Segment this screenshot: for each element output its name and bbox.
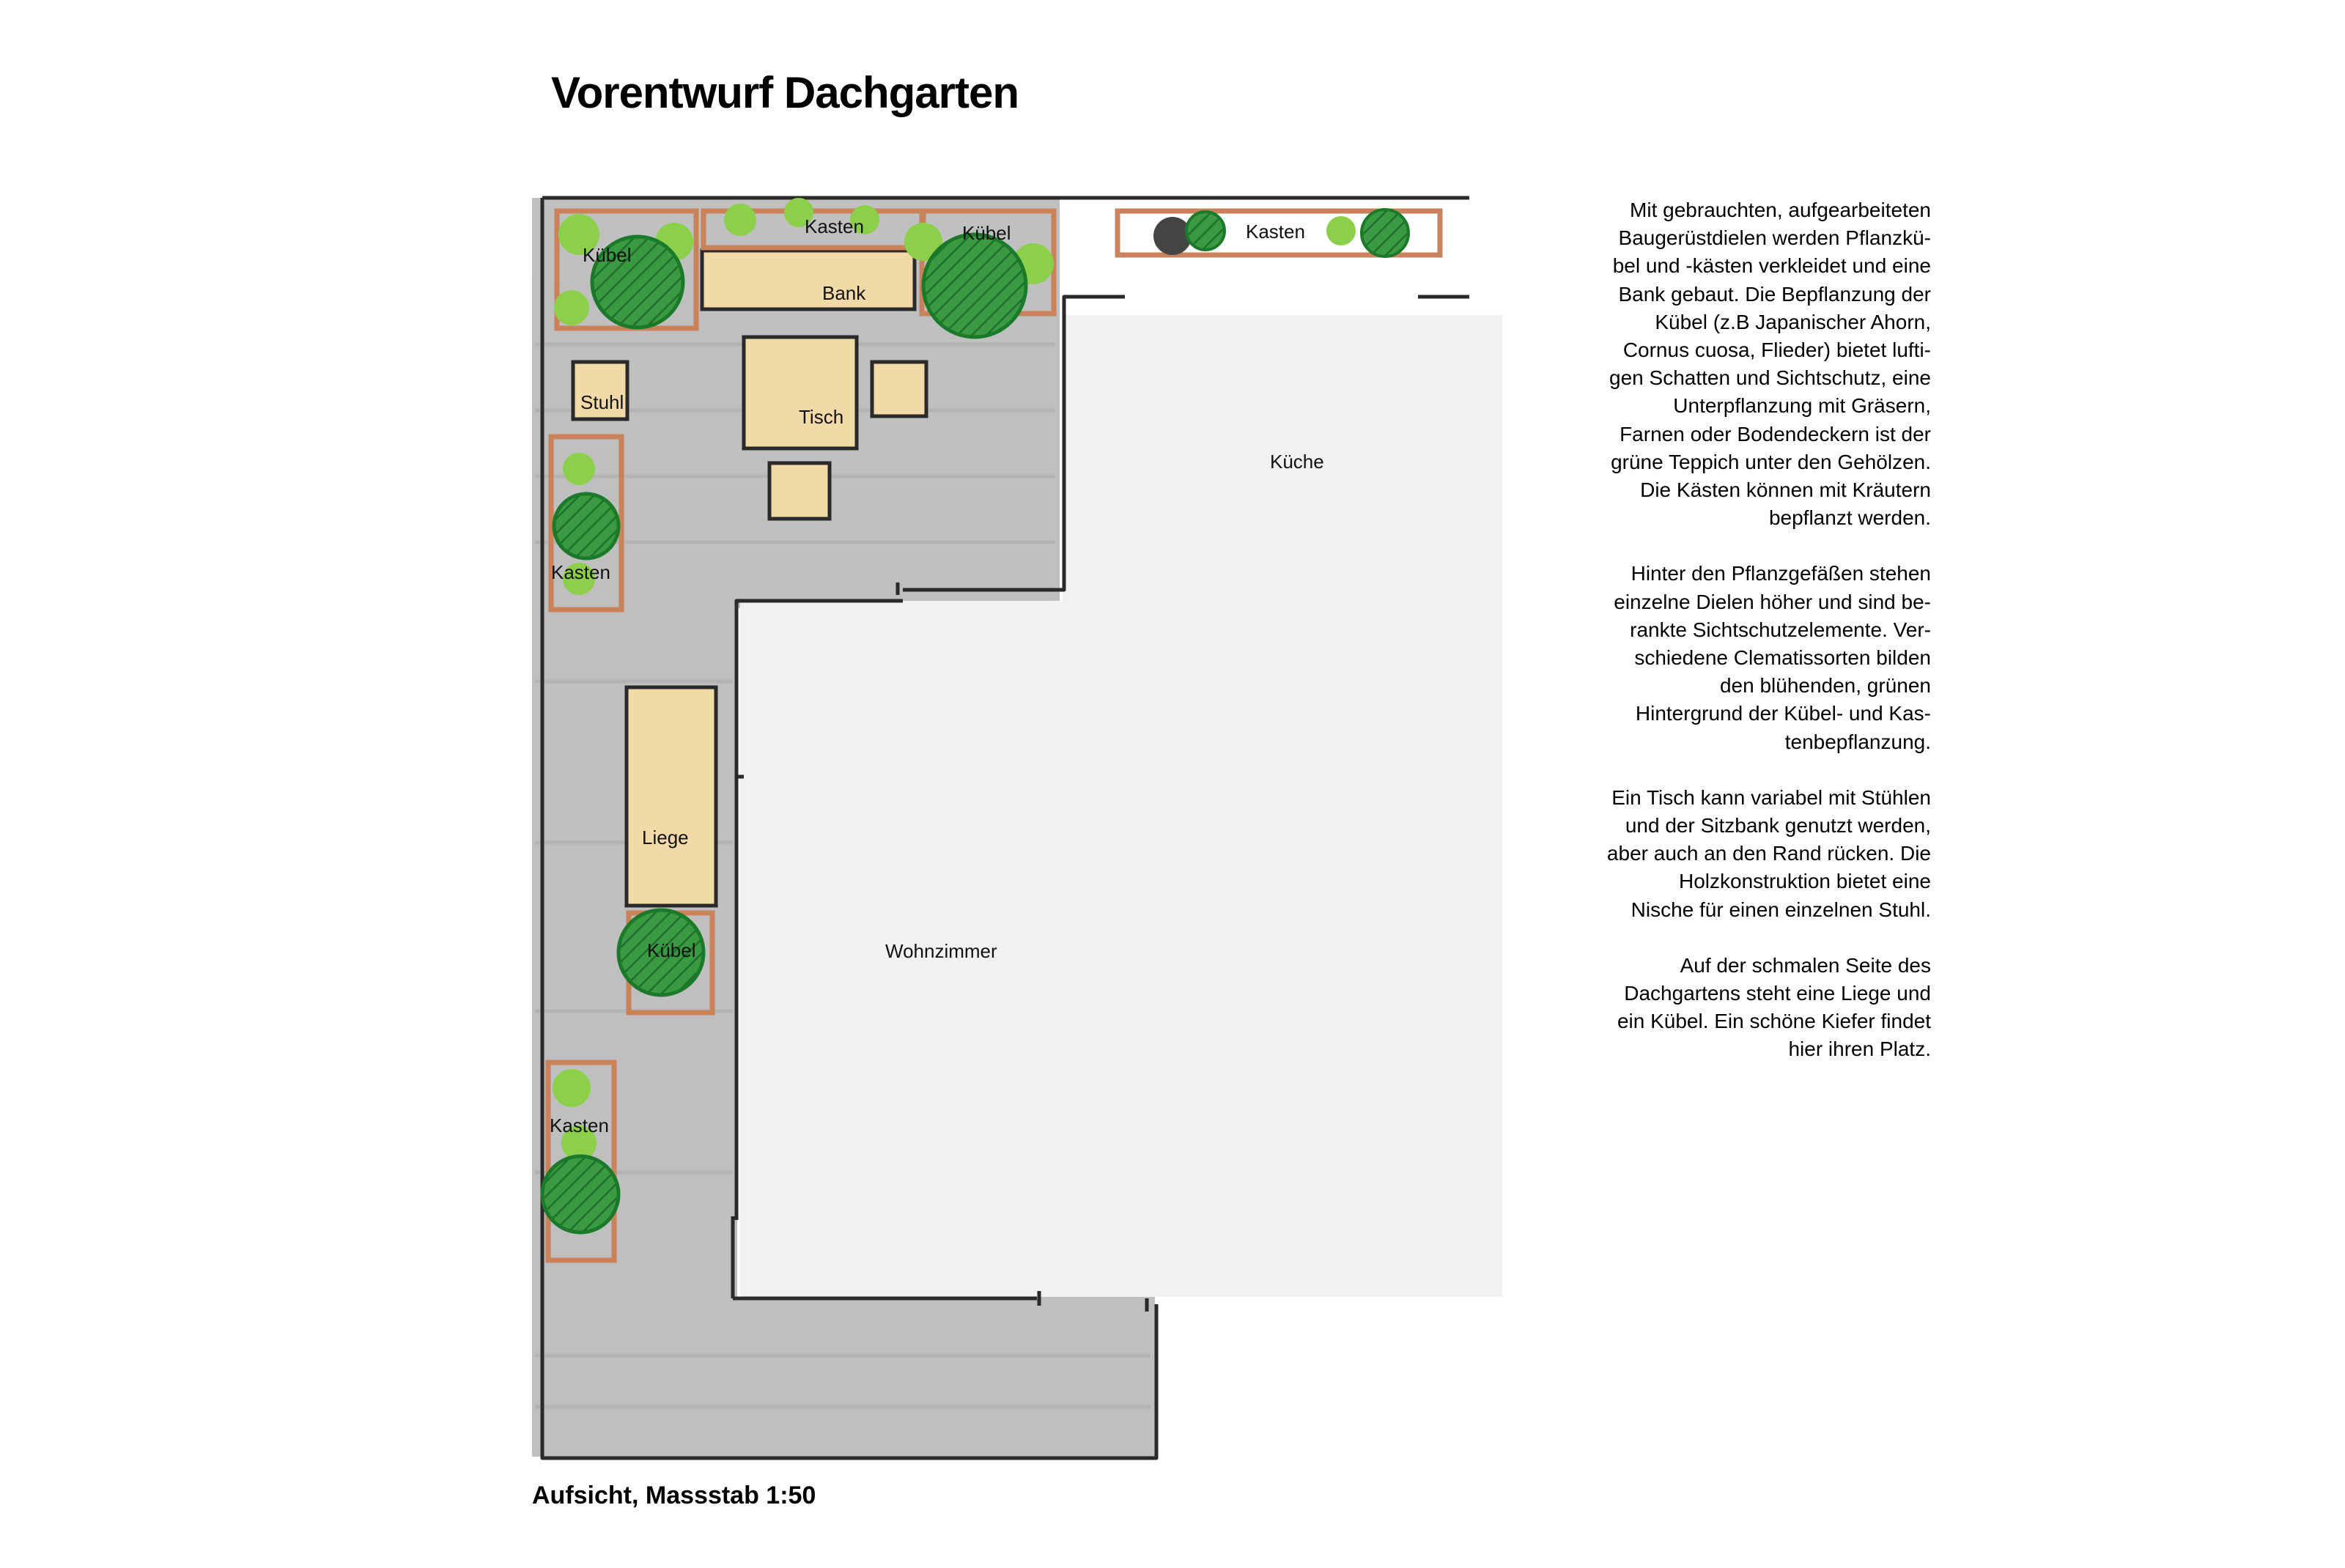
description-paragraph-2: Hinter den Pflanzgefäßen stehen einzelne Dielen höher und sind be- rankte Sichtschutzelemente. Ver- schiedene Clematissorten bilden den blühenden, grünen Hintergrund der Kübel- und Kas- tenbepflanzung. — [1614, 562, 1931, 753]
label-liege: Liege — [642, 826, 689, 848]
label-wohnzimmer: Wohnzimmer — [885, 940, 997, 962]
label-stuhl: Stuhl — [580, 391, 624, 413]
description-paragraph-3: Ein Tisch kann variabel mit Stühlen und der Sitzbank genutzt werden, aber auch an den Rand rücken. Die Holzkonstruktion bietet eine Nische für einen einzelnen Stuhl. — [1606, 785, 1931, 921]
label-bank: Bank — [822, 282, 866, 304]
label-kuebel-3: Kübel — [647, 939, 696, 961]
lounger — [627, 687, 716, 906]
label-kuebel-2: Kübel — [962, 222, 1011, 244]
stool-right — [872, 362, 926, 416]
label-kasten-right: Kasten — [1246, 221, 1305, 243]
plan-caption: Aufsicht, Massstab 1:50 — [532, 1482, 816, 1509]
description-paragraph-1: Mit gebrauchten, aufgearbeiteten Baugerüstdielen werden Pflanzkü- bel und -kästen verkleidet und eine Bank gebaut. Die Bepflanzung der Kübel (z.B Japanischer Ahorn, Cornus cuosa, Flieder) bietet lufti- gen Schatten und Sichtschutz, eine Unterpflanzung mit Gräsern, Farnen oder Bodendeckern ist der grüne Teppich unter den Gehölzen. Die Kästen können mit Kräutern bepflanzt werden. — [1609, 199, 1931, 530]
label-kasten-top: Kasten — [805, 215, 864, 237]
table — [744, 337, 857, 448]
label-kasten-bottom: Kasten — [550, 1114, 609, 1136]
description-text — [1532, 196, 1931, 1092]
description-paragraph-4: Auf der schmalen Seite des Dachgartens steht eine Liege und ein Kübel. Ein schöne Kiefer findet hier ihren Platz. — [1617, 953, 1931, 1061]
living-room-area — [740, 601, 1502, 1297]
label-tisch: Tisch — [799, 406, 844, 428]
label-kueche: Küche — [1270, 451, 1324, 473]
stool-bottom — [769, 463, 830, 519]
page-title: Vorentwurf Dachgarten — [551, 68, 1019, 117]
bench — [702, 251, 915, 309]
label-kuebel-1: Kübel — [583, 244, 632, 266]
label-kasten-left: Kasten — [551, 561, 610, 583]
